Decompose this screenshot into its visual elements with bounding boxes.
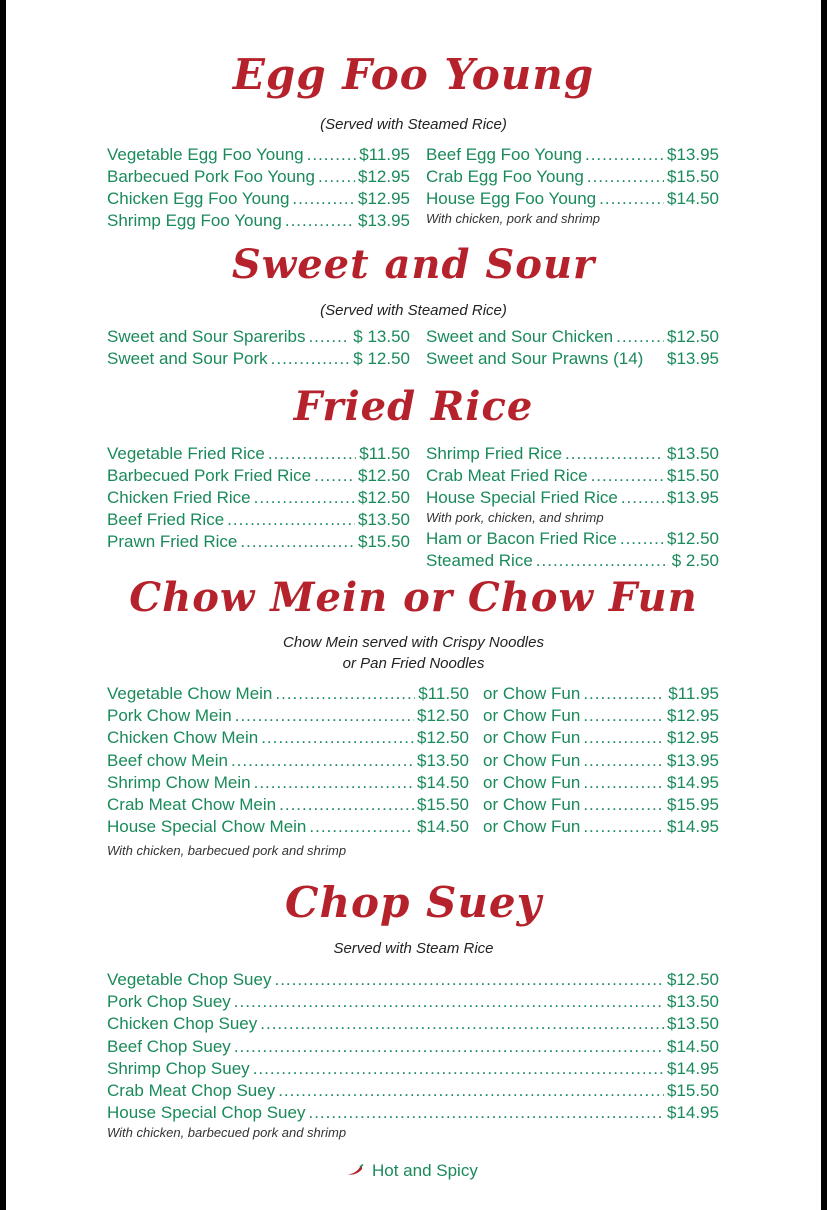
item-price: $11.50 (359, 444, 410, 463)
item-name: Prawn Fried Rice (107, 532, 238, 551)
item-name: Sweet and Sour Pork (107, 349, 268, 368)
item-price: $14.50 (417, 772, 469, 792)
item-name: Vegetable Egg Foo Young (107, 145, 304, 164)
menu-item (426, 326, 719, 348)
item-name: Sweet and Sour Prawns (14) (426, 349, 644, 368)
menu-item (107, 465, 410, 487)
menu-item (107, 348, 410, 370)
item-price: $13.95 (667, 750, 719, 770)
item-price: $15.50 (667, 167, 719, 186)
menu-item (107, 794, 469, 816)
menu-item (107, 727, 469, 749)
menu-item (426, 144, 719, 166)
item-note: With chicken, barbecued pork and shrimp (107, 1125, 347, 1140)
legend-label: Hot and Spicy (372, 1161, 478, 1180)
item-price: $12.50 (358, 488, 410, 507)
menu-item (107, 1058, 719, 1080)
item-price: $13.50 (667, 992, 719, 1012)
item-price: $15.95 (667, 795, 719, 814)
menu-item (426, 550, 719, 572)
menu-item (107, 705, 469, 727)
menu-item (426, 487, 719, 509)
item-price: $14.95 (667, 1103, 719, 1123)
item-price: $15.50 (667, 1081, 719, 1100)
menu-item (483, 794, 719, 816)
item-price: $ 2.50 (671, 551, 719, 570)
item-name: or Chow Fun (483, 817, 581, 837)
item-name: House Egg Foo Young (426, 189, 597, 208)
item-price: $12.95 (667, 728, 719, 748)
menu-item (107, 1036, 719, 1058)
menu-item (107, 1080, 719, 1102)
menu-item (107, 487, 410, 509)
item-note: With chicken, barbecued pork and shrimp (107, 843, 347, 858)
item-name: Crab Meat Fried Rice (426, 466, 588, 485)
menu-item (107, 210, 410, 232)
item-name: Sweet and Sour Chicken (426, 327, 614, 346)
item-price: $11.95 (359, 145, 410, 164)
section-title-chop-suey: Chop Suey (285, 878, 542, 927)
item-name: or Chow Fun (483, 795, 581, 814)
section-subtitle-chow-mein-2: or Pan Fried Noodles (342, 655, 485, 672)
item-name: Chicken Egg Foo Young (107, 189, 290, 208)
item-price: $13.50 (417, 750, 469, 770)
item-name: Barbecued Pork Fried Rice (107, 466, 312, 485)
chili-pepper-icon (346, 1161, 364, 1181)
item-name: Crab Meat Chow Mein (107, 795, 277, 814)
section-subtitle-sweet-and-sour: (Served with Steamed Rice) (320, 302, 507, 319)
item-name: Shrimp Chop Suey (107, 1058, 250, 1078)
menu-item (107, 750, 469, 772)
item-price: $12.50 (417, 728, 469, 748)
item-name: Crab Egg Foo Young (426, 167, 584, 186)
item-name: Ham or Bacon Fried Rice (426, 529, 617, 548)
item-price: $13.50 (358, 510, 410, 529)
item-price: $12.50 (358, 466, 410, 485)
item-name: Steamed Rice (426, 551, 533, 570)
item-name: Vegetable Fried Rice (107, 444, 265, 463)
menu-item (107, 188, 410, 210)
menu-item (107, 144, 410, 166)
menu-item (483, 772, 719, 794)
item-name: Sweet and Sour Spareribs (107, 327, 306, 346)
menu-item (107, 1102, 719, 1124)
item-note: With pork, chicken, and shrimp (426, 510, 604, 525)
menu-item (107, 509, 410, 531)
menu-item (107, 683, 469, 705)
item-name: Chicken Chow Mein (107, 728, 259, 748)
menu-item (107, 969, 719, 991)
item-price: $13.95 (667, 145, 719, 164)
item-name: Beef Fried Rice (107, 510, 225, 529)
menu-item (426, 348, 719, 370)
item-name: or Chow Fun (483, 772, 581, 792)
item-price: $11.95 (668, 684, 719, 703)
item-price: $14.50 (667, 1036, 719, 1056)
section-title-sweet-and-sour: Sweet and Sour (231, 241, 596, 288)
item-name: Barbecued Pork Foo Young (107, 167, 315, 186)
item-price: $15.50 (667, 466, 719, 485)
item-price: $15.50 (417, 795, 469, 814)
item-price: $13.95 (667, 488, 719, 507)
item-price: $12.50 (667, 970, 719, 989)
menu-item (483, 750, 719, 772)
item-name: Beef Chop Suey (107, 1036, 231, 1056)
section-title-fried-rice: Fried Rice (293, 383, 534, 430)
menu-item (426, 465, 719, 487)
menu-item (107, 1013, 719, 1035)
item-name: Shrimp Fried Rice (426, 444, 563, 463)
menu-item (107, 816, 469, 838)
item-name: Shrimp Chow Mein (107, 772, 251, 792)
menu-item (483, 727, 719, 749)
item-name: Chicken Chop Suey (107, 1014, 258, 1034)
item-price: $ 13.50 (353, 327, 410, 346)
item-price: $12.50 (667, 529, 719, 548)
menu-item (426, 166, 719, 188)
item-name: or Chow Fun (483, 750, 581, 770)
section-subtitle-chow-mein: Chow Mein served with Crispy Noodles (283, 634, 544, 651)
menu-item (107, 326, 410, 348)
item-name: Shrimp Egg Foo Young (107, 211, 282, 230)
item-price: $14.95 (667, 1058, 719, 1078)
item-name: Chicken Fried Rice (107, 488, 251, 507)
item-price: $13.95 (667, 349, 719, 368)
item-name: House Special Chop Suey (107, 1103, 306, 1123)
item-note: With chicken, pork and shrimp (426, 211, 601, 226)
item-price: $14.50 (417, 817, 469, 837)
item-price: $ 12.50 (353, 349, 410, 368)
item-price: $11.50 (418, 684, 469, 703)
item-price: $12.95 (358, 189, 410, 208)
item-name: House Special Fried Rice (426, 488, 618, 507)
hot-spicy-legend (346, 1161, 478, 1181)
menu-item (107, 443, 410, 465)
item-price: $14.95 (667, 817, 719, 837)
menu-item (483, 683, 719, 705)
item-name: Crab Meat Chop Suey (107, 1081, 276, 1100)
section-subtitle-chop-suey: Served with Steam Rice (333, 940, 494, 957)
item-price: $13.95 (358, 211, 410, 230)
menu-item (107, 772, 469, 794)
menu-item (483, 816, 719, 838)
item-price: $12.95 (358, 167, 410, 186)
item-price: $12.95 (667, 706, 719, 726)
menu-page (6, 0, 821, 1210)
item-price: $12.50 (417, 706, 469, 726)
menu-item (107, 991, 719, 1013)
item-name: or Chow Fun (483, 728, 581, 748)
item-name: Vegetable Chop Suey (107, 970, 272, 989)
item-price: $12.50 (667, 327, 719, 346)
item-name: or Chow Fun (483, 684, 581, 703)
item-price: $13.50 (667, 444, 719, 463)
item-name: Vegetable Chow Mein (107, 684, 273, 703)
item-price: $15.50 (358, 532, 410, 551)
menu-item (426, 528, 719, 550)
item-price: $14.95 (667, 772, 719, 792)
menu-item (426, 443, 719, 465)
menu-item (107, 531, 410, 553)
section-title-chow-mein: Chow Mein or Chow Fun (129, 574, 698, 621)
menu-item (426, 188, 719, 210)
item-name: Beef Egg Foo Young (426, 145, 582, 164)
item-name: House Special Chow Mein (107, 817, 307, 837)
item-name: Pork Chop Suey (107, 992, 231, 1012)
item-name: Beef chow Mein (107, 750, 228, 770)
section-subtitle-egg-foo-young: (Served with Steamed Rice) (320, 116, 507, 133)
item-price: $14.50 (667, 189, 719, 208)
section-title-egg-foo-young: Egg Foo Young (232, 50, 595, 99)
item-name: Pork Chow Mein (107, 706, 232, 726)
menu-item (107, 166, 410, 188)
menu-item (483, 705, 719, 727)
item-name: or Chow Fun (483, 706, 581, 726)
item-price: $13.50 (667, 1014, 719, 1034)
